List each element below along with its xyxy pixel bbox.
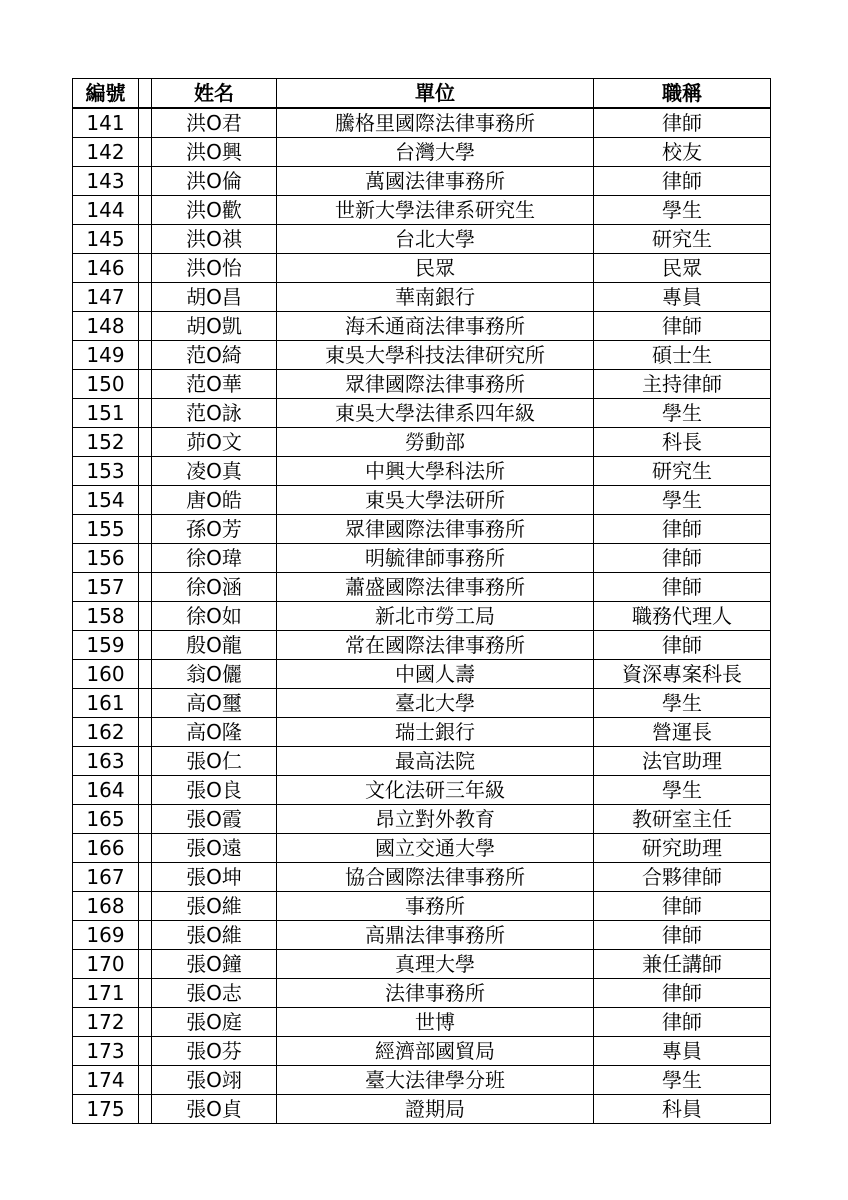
row-title: 校友 <box>594 138 771 167</box>
row-spacer <box>139 863 152 892</box>
row-organization: 最高法院 <box>277 747 594 776</box>
table-row <box>73 776 771 805</box>
table-row <box>73 1037 771 1066</box>
row-spacer <box>139 950 152 979</box>
row-title: 學生 <box>594 776 771 805</box>
row-title: 律師 <box>594 921 771 950</box>
row-number: 145 <box>73 225 139 254</box>
row-organization: 新北市勞工局 <box>277 602 594 631</box>
row-name: 張O芬 <box>152 1037 277 1066</box>
row-name: 唐O皓 <box>152 486 277 515</box>
row-title: 營運長 <box>594 718 771 747</box>
row-spacer <box>139 1037 152 1066</box>
row-number: 170 <box>73 950 139 979</box>
table-row <box>73 225 771 254</box>
table-row <box>73 747 771 776</box>
row-spacer <box>139 138 152 167</box>
row-organization: 臺北大學 <box>277 689 594 718</box>
row-number: 154 <box>73 486 139 515</box>
row-number: 151 <box>73 399 139 428</box>
row-organization: 眾律國際法律事務所 <box>277 515 594 544</box>
header-title: 職稱 <box>594 79 771 109</box>
row-name: 洪O興 <box>152 138 277 167</box>
row-organization: 國立交通大學 <box>277 834 594 863</box>
row-spacer <box>139 1095 152 1124</box>
row-organization: 華南銀行 <box>277 283 594 312</box>
table-row <box>73 312 771 341</box>
row-number: 152 <box>73 428 139 457</box>
header-organization: 單位 <box>277 79 594 109</box>
row-title: 學生 <box>594 486 771 515</box>
table-row <box>73 602 771 631</box>
row-number: 173 <box>73 1037 139 1066</box>
table-row <box>73 399 771 428</box>
row-spacer <box>139 225 152 254</box>
row-organization: 東吳大學法律系四年級 <box>277 399 594 428</box>
row-number: 141 <box>73 108 139 138</box>
table-row <box>73 167 771 196</box>
table-row <box>73 718 771 747</box>
row-name: 張O維 <box>152 892 277 921</box>
table-row <box>73 805 771 834</box>
row-number: 167 <box>73 863 139 892</box>
row-name: 胡O昌 <box>152 283 277 312</box>
table-row <box>73 108 771 138</box>
row-name: 張O坤 <box>152 863 277 892</box>
row-title: 碩士生 <box>594 341 771 370</box>
row-title: 資深專案科長 <box>594 660 771 689</box>
row-number: 157 <box>73 573 139 602</box>
table-row <box>73 283 771 312</box>
header-number: 編號 <box>73 79 139 109</box>
row-spacer <box>139 747 152 776</box>
table-row <box>73 660 771 689</box>
row-spacer <box>139 1066 152 1095</box>
row-title: 律師 <box>594 892 771 921</box>
row-spacer <box>139 776 152 805</box>
row-spacer <box>139 544 152 573</box>
row-organization: 蕭盛國際法律事務所 <box>277 573 594 602</box>
row-name: 洪O祺 <box>152 225 277 254</box>
row-name: 張O仁 <box>152 747 277 776</box>
row-organization: 台北大學 <box>277 225 594 254</box>
row-spacer <box>139 167 152 196</box>
row-number: 175 <box>73 1095 139 1124</box>
row-organization: 臺大法律學分班 <box>277 1066 594 1095</box>
row-name: 高O璽 <box>152 689 277 718</box>
row-spacer <box>139 428 152 457</box>
row-number: 165 <box>73 805 139 834</box>
row-name: 范O詠 <box>152 399 277 428</box>
row-number: 147 <box>73 283 139 312</box>
row-organization: 海禾通商法律事務所 <box>277 312 594 341</box>
row-name: 胡O凱 <box>152 312 277 341</box>
row-name: 翁O儷 <box>152 660 277 689</box>
row-number: 160 <box>73 660 139 689</box>
row-organization: 瑞士銀行 <box>277 718 594 747</box>
row-organization: 法律事務所 <box>277 979 594 1008</box>
row-organization: 常在國際法律事務所 <box>277 631 594 660</box>
row-organization: 民眾 <box>277 254 594 283</box>
row-title: 兼任講師 <box>594 950 771 979</box>
row-organization: 文化法研三年級 <box>277 776 594 805</box>
table-row <box>73 892 771 921</box>
table-row <box>73 341 771 370</box>
row-number: 153 <box>73 457 139 486</box>
row-title: 學生 <box>594 689 771 718</box>
table-row <box>73 921 771 950</box>
row-number: 142 <box>73 138 139 167</box>
row-organization: 經濟部國貿局 <box>277 1037 594 1066</box>
row-organization: 東吳大學法研所 <box>277 486 594 515</box>
row-title: 律師 <box>594 167 771 196</box>
row-name: 茆O文 <box>152 428 277 457</box>
row-spacer <box>139 486 152 515</box>
row-number: 148 <box>73 312 139 341</box>
row-spacer <box>139 921 152 950</box>
row-spacer <box>139 631 152 660</box>
row-number: 163 <box>73 747 139 776</box>
row-organization: 證期局 <box>277 1095 594 1124</box>
row-title: 學生 <box>594 196 771 225</box>
row-spacer <box>139 718 152 747</box>
header-spacer <box>139 79 152 109</box>
table-row <box>73 486 771 515</box>
table-body <box>73 108 771 1124</box>
row-number: 164 <box>73 776 139 805</box>
row-title: 主持律師 <box>594 370 771 399</box>
row-spacer <box>139 312 152 341</box>
table-row <box>73 515 771 544</box>
row-title: 職務代理人 <box>594 602 771 631</box>
row-spacer <box>139 457 152 486</box>
row-name: 徐O涵 <box>152 573 277 602</box>
row-organization: 世新大學法律系研究生 <box>277 196 594 225</box>
row-title: 教研室主任 <box>594 805 771 834</box>
table-row <box>73 138 771 167</box>
row-spacer <box>139 341 152 370</box>
row-title: 學生 <box>594 399 771 428</box>
row-number: 161 <box>73 689 139 718</box>
row-spacer <box>139 399 152 428</box>
row-organization: 中興大學科法所 <box>277 457 594 486</box>
table-row <box>73 834 771 863</box>
row-spacer <box>139 196 152 225</box>
table-row <box>73 1066 771 1095</box>
row-number: 159 <box>73 631 139 660</box>
table-row <box>73 544 771 573</box>
table-row <box>73 457 771 486</box>
row-organization: 協合國際法律事務所 <box>277 863 594 892</box>
row-name: 張O維 <box>152 921 277 950</box>
table-row <box>73 573 771 602</box>
row-organization: 明毓律師事務所 <box>277 544 594 573</box>
row-spacer <box>139 834 152 863</box>
row-organization: 高鼎法律事務所 <box>277 921 594 950</box>
row-title: 律師 <box>594 1008 771 1037</box>
row-number: 172 <box>73 1008 139 1037</box>
table-row <box>73 428 771 457</box>
row-organization: 世博 <box>277 1008 594 1037</box>
row-name: 張O良 <box>152 776 277 805</box>
table-row <box>73 863 771 892</box>
table-row <box>73 370 771 399</box>
row-number: 156 <box>73 544 139 573</box>
row-organization: 眾律國際法律事務所 <box>277 370 594 399</box>
row-spacer <box>139 108 152 138</box>
row-name: 張O鐘 <box>152 950 277 979</box>
row-number: 158 <box>73 602 139 631</box>
row-name: 凌O真 <box>152 457 277 486</box>
row-name: 張O翊 <box>152 1066 277 1095</box>
row-organization: 萬國法律事務所 <box>277 167 594 196</box>
row-number: 144 <box>73 196 139 225</box>
row-name: 徐O如 <box>152 602 277 631</box>
row-name: 范O華 <box>152 370 277 399</box>
table-row <box>73 1008 771 1037</box>
row-organization: 真理大學 <box>277 950 594 979</box>
row-number: 162 <box>73 718 139 747</box>
row-name: 洪O倫 <box>152 167 277 196</box>
table-row <box>73 196 771 225</box>
row-spacer <box>139 370 152 399</box>
table-row <box>73 689 771 718</box>
table-row <box>73 631 771 660</box>
row-title: 律師 <box>594 515 771 544</box>
table-header-row <box>73 79 771 109</box>
row-title: 研究助理 <box>594 834 771 863</box>
row-organization: 昂立對外教育 <box>277 805 594 834</box>
table-row <box>73 254 771 283</box>
row-spacer <box>139 979 152 1008</box>
row-number: 155 <box>73 515 139 544</box>
row-title: 研究生 <box>594 225 771 254</box>
row-name: 張O遠 <box>152 834 277 863</box>
row-number: 166 <box>73 834 139 863</box>
row-title: 律師 <box>594 108 771 138</box>
row-title: 合夥律師 <box>594 863 771 892</box>
row-number: 146 <box>73 254 139 283</box>
row-title: 科長 <box>594 428 771 457</box>
row-number: 169 <box>73 921 139 950</box>
row-number: 171 <box>73 979 139 1008</box>
row-name: 張O貞 <box>152 1095 277 1124</box>
row-name: 張O霞 <box>152 805 277 834</box>
row-spacer <box>139 254 152 283</box>
row-spacer <box>139 805 152 834</box>
row-name: 徐O瑋 <box>152 544 277 573</box>
row-number: 168 <box>73 892 139 921</box>
row-organization: 中國人壽 <box>277 660 594 689</box>
row-organization: 事務所 <box>277 892 594 921</box>
row-number: 143 <box>73 167 139 196</box>
row-name: 張O庭 <box>152 1008 277 1037</box>
row-title: 研究生 <box>594 457 771 486</box>
row-spacer <box>139 1008 152 1037</box>
row-title: 法官助理 <box>594 747 771 776</box>
row-spacer <box>139 515 152 544</box>
row-spacer <box>139 689 152 718</box>
table-row <box>73 979 771 1008</box>
row-title: 學生 <box>594 1066 771 1095</box>
row-spacer <box>139 660 152 689</box>
table-row <box>73 1095 771 1124</box>
row-spacer <box>139 573 152 602</box>
row-organization: 台灣大學 <box>277 138 594 167</box>
row-title: 律師 <box>594 312 771 341</box>
row-title: 民眾 <box>594 254 771 283</box>
row-spacer <box>139 602 152 631</box>
row-name: 孫O芳 <box>152 515 277 544</box>
attendee-table <box>72 78 771 1124</box>
row-name: 殷O龍 <box>152 631 277 660</box>
row-name: 范O綺 <box>152 341 277 370</box>
row-title: 專員 <box>594 1037 771 1066</box>
row-name: 張O志 <box>152 979 277 1008</box>
row-number: 150 <box>73 370 139 399</box>
row-title: 科員 <box>594 1095 771 1124</box>
row-title: 律師 <box>594 979 771 1008</box>
row-title: 專員 <box>594 283 771 312</box>
row-spacer <box>139 283 152 312</box>
row-name: 洪O怡 <box>152 254 277 283</box>
row-organization: 騰格里國際法律事務所 <box>277 108 594 138</box>
row-number: 174 <box>73 1066 139 1095</box>
row-name: 洪O歡 <box>152 196 277 225</box>
table-row <box>73 950 771 979</box>
row-name: 洪O君 <box>152 108 277 138</box>
row-spacer <box>139 892 152 921</box>
row-title: 律師 <box>594 631 771 660</box>
row-number: 149 <box>73 341 139 370</box>
header-name: 姓名 <box>152 79 277 109</box>
row-organization: 勞動部 <box>277 428 594 457</box>
row-name: 高O隆 <box>152 718 277 747</box>
row-title: 律師 <box>594 544 771 573</box>
row-title: 律師 <box>594 573 771 602</box>
row-organization: 東吳大學科技法律研究所 <box>277 341 594 370</box>
